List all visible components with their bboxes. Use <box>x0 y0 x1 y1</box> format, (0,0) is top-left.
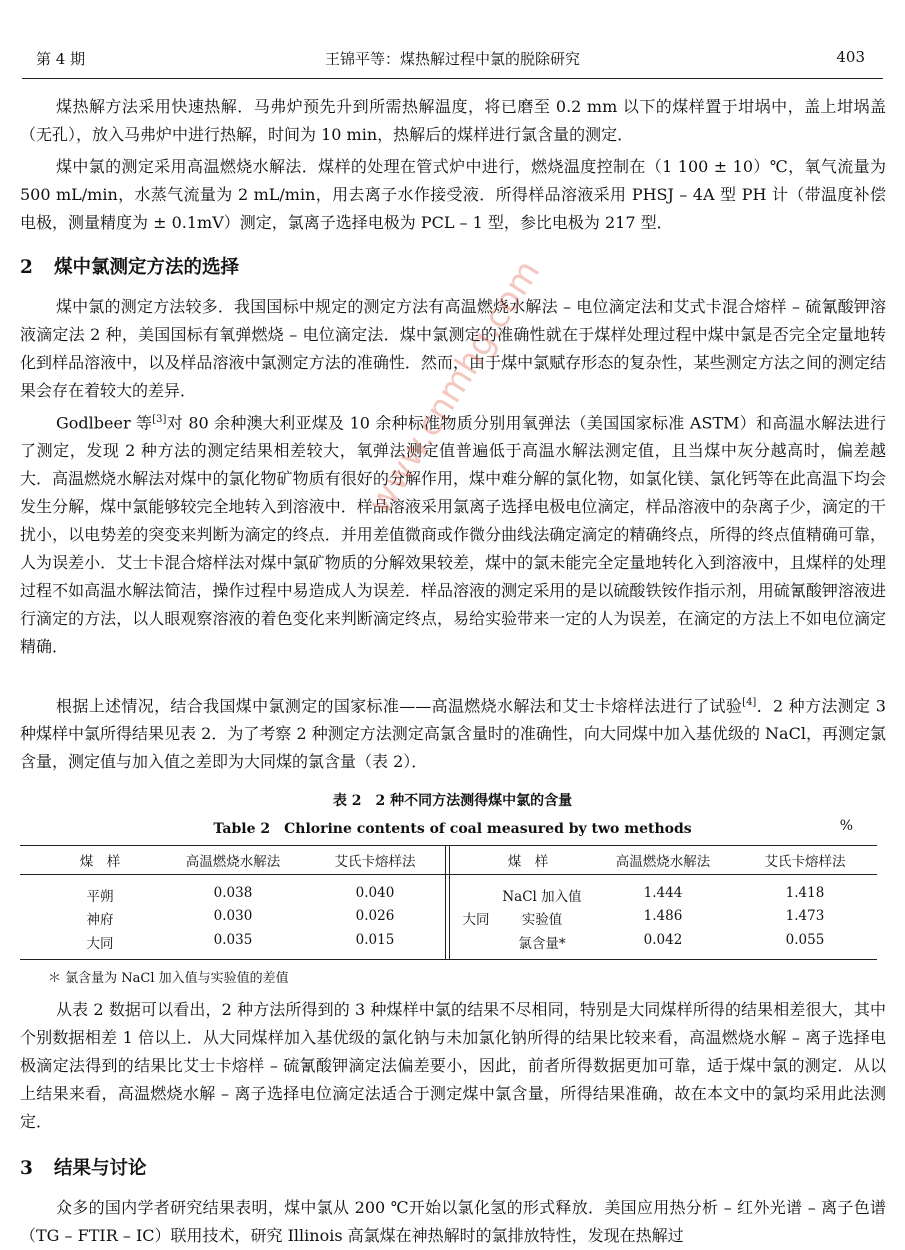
table-caption-zh: 表 2 2 种不同方法测得煤中氯的含量 <box>332 793 573 809</box>
paragraph-godlbeer-comparison <box>20 406 886 661</box>
paragraph-text: ．2 种方法测定 3 种煤样中氯所得结果见表 2．为了考察 2 种测定方法测定高氯含量时的准确性，向大同煤中加入基优级的 NaCl，再测定氯含量，测定值与加入值之差即为大同煤的氯含量（表 2）． <box>20 696 886 772</box>
watermark: www.cnmhg.com <box>360 253 549 522</box>
table-cell: 1.486 <box>643 908 683 924</box>
table-header-coal: 煤 样 <box>79 854 121 870</box>
paragraph-results-intro: 众多的国内学者研究结果表明，煤中氯从 200 ℃开始以氯化氢的形式释放．美国应用热分析 – 红外光谱 – 离子色谱（TG – FTIR – IC）联用技术，研究 Illinois 高氯煤在神热解时的氯排放特性，发现在热解过 <box>20 1198 886 1245</box>
table-caption-en: Table 2 Chlorine contents of coal measured by two methods <box>213 821 692 837</box>
table-cell: 0.038 <box>213 885 253 901</box>
table-bottom-rule <box>20 959 877 960</box>
table-header-hydrolysis: 高温燃烧水解法 <box>615 854 711 870</box>
table-group-label: 大同 <box>462 912 490 928</box>
citation-ref: [3] <box>152 414 167 425</box>
paragraph-text: 对 80 余种澳大利亚煤及 10 余种标准物质分别用氧弹法（美国国家标准 ASTM）和高温水解法进行了测定，发现 2 种方法的测定结果相差较大，氧弹法测定值普遍低于高温水解法测定值，且当煤中灰分越高时，偏差越大．高温燃烧水解法对煤中的氯化物矿物质有很好的分解作用，煤中难分解的氯化物，如氯化镁、氯化钙等在此高温下均会发生分解，煤中氯能够较完全地转入到溶液中．样品溶液采用氯离子选择电极电位滴定，样品溶液中的杂离子少，滴定的干扰小，以电势差的突变来判断为滴定的终点．并用差值微商或作微分曲线法确定滴定的精确终点，所得的终点值精确可靠，人为误差小．艾士卡混合熔样法对煤中氯矿物质的分解效果较差，煤中的氯未能完全定量地转化入到溶液中，且煤样的处理过程不如高温水解法简洁，操作过程中易造成人为误差．样品溶液的测定采用的是以硫酸铁铵作指示剂，用硫氰酸钾溶液进行滴定的方法，以人眼观察溶液的着色变化来判断滴定终点，易给实验带来一定的人为误差，在滴定的方法上不如电位滴定精确． <box>20 413 886 657</box>
page-number: 403 <box>836 48 865 66</box>
table-header-eschka: 艾氏卡熔样法 <box>764 854 846 870</box>
running-header <box>22 48 883 78</box>
paragraph-pyrolysis-method: 煤热解方法采用快速热解．马弗炉预先升到所需热解温度，将已磨至 0.2 mm 以下的煤样置于坩埚中，盖上坩埚盖（无孔），放入马弗炉中进行热解，时间为 10 min，热解后的煤样进行氯含量的测定． <box>20 97 886 144</box>
section-number: 3 <box>20 1158 33 1179</box>
table-cell: 氯含量* <box>518 936 566 952</box>
paragraph-text: 根据上述情况，结合我国煤中氯测定的国家标准——高温燃烧水解法和艾士卡熔样法进行了试验 <box>56 696 743 716</box>
paragraph-national-standard <box>20 689 886 776</box>
citation-ref: [4] <box>742 697 757 708</box>
paragraph-table-discussion: 从表 2 数据可以看出，2 种方法所得到的 3 种煤样中氯的结果不尽相同，特别是大同煤样所得的结果相差很大，其中个别数据相差 1 倍以上．从大同煤样加入基优级的氯化钠与未加氯化钠所得的结果比较来看，高温燃烧水解 – 离子选择电极滴定法得到的结果比艾士卡熔样 – 硫氰酸钾滴定法偏差要小，因此，前者所得数据更加可靠，适于煤中氯的测定．从以上结果来看，高温燃烧水解 – 离子选择电位滴定法适合于测定煤中氯含量，所得结果准确，故在本文中的氯均采用此法测定． <box>20 1000 886 1131</box>
table-cell: 平朔 <box>86 889 114 905</box>
table-cell: 0.055 <box>785 932 825 948</box>
table-cell: 大同 <box>86 936 114 952</box>
section-number: 2 <box>20 257 33 278</box>
table-cell: 实验值 <box>521 912 563 928</box>
table-cell: 0.042 <box>643 932 683 948</box>
table-header-coal: 煤 样 <box>507 854 549 870</box>
running-title: 王锦平等：煤热解过程中氯的脱除研究 <box>324 50 580 68</box>
section-3-heading <box>20 1154 147 1180</box>
section-2-heading <box>20 253 239 279</box>
header-rule <box>22 78 883 79</box>
table-cell: 神府 <box>86 912 114 928</box>
section-title: 煤中氯测定方法的选择 <box>54 257 240 278</box>
table-cell: NaCl 加入值 <box>502 889 582 905</box>
table-cell: 1.473 <box>785 908 825 924</box>
table-cell: 0.030 <box>213 908 253 924</box>
section-title: 结果与讨论 <box>54 1158 147 1179</box>
table-cell: 0.035 <box>213 932 253 948</box>
table-footnote: ＊ 氯含量为 NaCl 加入值与实验值的差值 <box>48 971 289 986</box>
paragraph-text: Godlbeer 等 <box>56 413 153 433</box>
table-header-eschka: 艾氏卡熔样法 <box>334 854 416 870</box>
table-unit: % <box>839 818 853 834</box>
table-cell: 0.040 <box>355 885 395 901</box>
table-header-hydrolysis: 高温燃烧水解法 <box>185 854 281 870</box>
paragraph-chlorine-measurement: 煤中氯的测定采用高温燃烧水解法．煤样的处理在管式炉中进行，燃烧温度控制在（1 100 ± 10）℃，氧气流量为 500 mL/min，水蒸气流量为 2 mL/min，用去离子水作接受液．所得样品溶液采用 PHSJ – 4A 型 PH 计（带温度补偿电极，测量精度为 ± 0.1mV）测定，氯离子选择电极为 PCL – 1 型，参比电极为 217 型． <box>20 157 886 232</box>
table-cell: 0.015 <box>355 932 395 948</box>
table-double-divider <box>445 846 450 959</box>
issue-number: 第 4 期 <box>36 50 86 68</box>
table-cell: 1.418 <box>785 885 825 901</box>
table-cell: 0.026 <box>355 908 395 924</box>
table-cell: 1.444 <box>643 885 683 901</box>
paragraph-methods-overview: 煤中氯的测定方法较多．我国国标中规定的测定方法有高温燃烧水解法 – 电位滴定法和艾式卡混合熔样 – 硫氰酸钾溶液滴定法 2 种，美国国标有氧弹燃烧 – 电位滴定法．煤中氯测定的准确性就在于煤样处理过程中煤中氯是否完全定量地转化到样品溶液中，以及样品溶液中氯测定方法的准确性．然而，由于煤中氯赋存形态的复杂性，某些测定方法之间的测定结果会存在着较大的差异． <box>20 297 886 400</box>
